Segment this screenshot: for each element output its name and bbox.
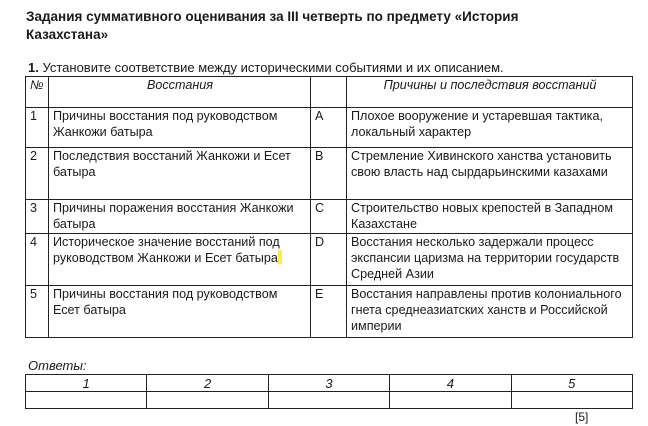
row-letter: E — [311, 286, 347, 338]
score-badge: [5] — [575, 410, 589, 424]
row-desc: Стремление Хивинского ханства установить свою власть над сырдарьинскими казахами — [347, 148, 633, 200]
answer-cell-4[interactable] — [390, 392, 511, 409]
text-highlight-mark — [278, 250, 282, 264]
table-row — [26, 286, 633, 338]
row-num: 4 — [26, 234, 49, 286]
answer-col-1: 1 — [26, 375, 147, 392]
row-event: Причины восстания под руководством Жанкожи батыра — [49, 108, 311, 148]
answer-col-5: 5 — [511, 375, 632, 392]
task-number: 1. — [28, 60, 39, 75]
row-letter: B — [311, 148, 347, 200]
row-num: 3 — [26, 200, 49, 234]
row-letter: D — [311, 234, 347, 286]
table-header-row — [26, 77, 633, 108]
header-events: Восстания — [49, 77, 311, 108]
row-desc: Восстания направлены против колониального гнета среднеазиатских ханств и Российской империи — [347, 286, 633, 338]
header-num: № — [26, 77, 49, 108]
row-desc: Восстания несколько задержали процесс экспансии царизма на территории государств Средней Азии — [347, 234, 633, 286]
row-event-text: Историческое значение восстаний под руководством Жанкожи и Есет батыра — [53, 235, 280, 265]
row-event: Причины восстания под руководством Есет батыра — [49, 286, 311, 338]
row-desc: Строительство новых крепостей в Западном Казахстане — [347, 200, 633, 234]
task-1 — [28, 60, 628, 76]
answer-cell-3[interactable] — [268, 392, 389, 409]
answers-table — [25, 374, 633, 409]
task-text: Установите соответствие между историческими событиями и их описанием. — [42, 60, 504, 75]
row-num: 2 — [26, 148, 49, 200]
row-letter: C — [311, 200, 347, 234]
row-num: 5 — [26, 286, 49, 338]
answer-cell-5[interactable] — [511, 392, 632, 409]
answers-label: Ответы: — [28, 358, 87, 373]
row-event: Причины поражения восстания Жанкожи батыра — [49, 200, 311, 234]
header-letter-blank — [311, 77, 347, 108]
header-causes: Причины и последствия восстаний — [347, 77, 633, 108]
answer-cell-2[interactable] — [147, 392, 268, 409]
row-letter: A — [311, 108, 347, 148]
document-title: Задания суммативного оценивания за III четверть по предмету «История Казахстана» — [26, 9, 519, 42]
matching-table — [25, 76, 633, 338]
table-row — [26, 234, 633, 286]
answer-cell-1[interactable] — [26, 392, 147, 409]
answer-col-2: 2 — [147, 375, 268, 392]
table-row — [26, 108, 633, 148]
answers-input-row — [26, 392, 633, 409]
row-event — [49, 234, 311, 286]
row-num: 1 — [26, 108, 49, 148]
answer-col-4: 4 — [390, 375, 511, 392]
table-row — [26, 148, 633, 200]
table-row — [26, 200, 633, 234]
row-desc: Плохое вооружение и устаревшая тактика, локальный характер — [347, 108, 633, 148]
answers-header-row — [26, 375, 633, 392]
row-event: Последствия восстаний Жанкожи и Есет батыра — [49, 148, 311, 200]
answer-col-3: 3 — [268, 375, 389, 392]
